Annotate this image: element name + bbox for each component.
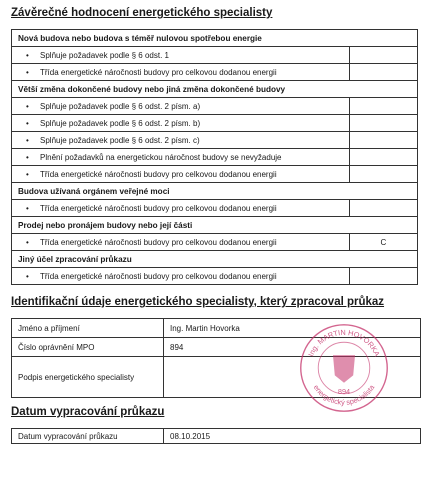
criterion-row (12, 98, 418, 115)
bullet: • (26, 169, 29, 179)
stamp-text-top: Ing. MARTIN HOVORKA (306, 327, 382, 358)
criterion-cell (12, 115, 350, 132)
specialist-stamp (298, 322, 390, 414)
criterion-row (12, 47, 418, 64)
criterion-cell (12, 47, 350, 64)
criterion-cell (12, 268, 350, 285)
criterion-cell (12, 234, 350, 251)
section-title: Větší změna dokončené budovy nebo jiná změna dokončené budovy (12, 81, 418, 98)
criterion-label: Splňuje požadavek podle § 6 odst. 1 (40, 50, 169, 60)
section-title: Jiný účel zpracování průkazu (12, 251, 418, 268)
section-row (12, 183, 418, 200)
section-title: Nová budova nebo budova s téměř nulovou spotřebou energie (12, 30, 418, 47)
criterion-value (349, 47, 417, 64)
section-title: Prodej nebo pronájem budovy nebo její části (12, 217, 418, 234)
bullet: • (26, 67, 29, 77)
criterion-cell (12, 149, 350, 166)
section-row (12, 217, 418, 234)
criterion-row (12, 200, 418, 217)
criterion-label: Třída energetické náročnosti budovy pro celkovou dodanou energii (40, 203, 277, 213)
criterion-label: Splňuje požadavek podle § 6 odst. 2 písm. c) (40, 135, 200, 145)
criterion-value (349, 166, 417, 183)
criterion-cell (12, 200, 350, 217)
criterion-label: Třída energetické náročnosti budovy pro celkovou dodanou energii (40, 67, 277, 77)
bullet: • (26, 237, 29, 247)
criterion-value: C (349, 234, 417, 251)
bullet: • (26, 271, 29, 281)
name-label: Jméno a příjmení (12, 319, 164, 338)
stamp-text-bottom: energetický specialista (311, 383, 377, 407)
criterion-label: Splňuje požadavek podle § 6 odst. 2 písm. b) (40, 118, 201, 128)
criterion-value (349, 64, 417, 81)
stamp-number: 894 (337, 386, 351, 396)
criterion-value (349, 98, 417, 115)
criterion-row (12, 166, 418, 183)
criterion-value (349, 115, 417, 132)
stamp-emblem (333, 355, 355, 383)
bullet: • (26, 50, 29, 60)
date-heading: Datum vypracování průkazu (11, 406, 165, 418)
criterion-value (349, 268, 417, 285)
criterion-label: Třída energetické náročnosti budovy pro celkovou dodanou energii (40, 237, 277, 247)
bullet: • (26, 118, 29, 128)
bullet: • (26, 135, 29, 145)
date-label: Datum vypracování průkazu (12, 429, 164, 444)
date-table (11, 428, 421, 444)
criterion-cell (12, 98, 350, 115)
evaluation-table (11, 29, 418, 285)
section-title: Budova užívaná orgánem veřejné moci (12, 183, 418, 200)
main-heading: Závěrečné hodnocení energetického specialisty (11, 7, 273, 19)
criterion-value (349, 149, 417, 166)
section-row (12, 30, 418, 47)
bullet: • (26, 101, 29, 111)
criterion-label: Splňuje požadavek podle § 6 odst. 2 písm. a) (40, 101, 201, 111)
criterion-row (12, 64, 418, 81)
section-row (12, 251, 418, 268)
criterion-row (12, 115, 418, 132)
name-value: Ing. Martin Hovorka (164, 319, 421, 338)
criterion-label: Třída energetické náročnosti budovy pro celkovou dodanou energii (40, 169, 277, 179)
signature-label: Podpis energetického specialisty (12, 357, 164, 398)
criterion-row (12, 149, 418, 166)
date-value: 08.10.2015 (164, 429, 421, 444)
bullet: • (26, 152, 29, 162)
criterion-value (349, 132, 417, 149)
criterion-label: Třída energetické náročnosti budovy pro celkovou dodanou energii (40, 271, 277, 281)
mpo-value: 894 (164, 338, 421, 357)
criterion-row (12, 132, 418, 149)
criterion-cell (12, 64, 350, 81)
identification-heading: Identifikační údaje energetického specialisty, který zpracoval průkaz (11, 296, 385, 308)
criterion-row (12, 234, 418, 251)
section-row (12, 81, 418, 98)
mpo-label: Číslo oprávnění MPO (12, 338, 164, 357)
criterion-cell (12, 132, 350, 149)
criterion-value (349, 200, 417, 217)
bullet: • (26, 203, 29, 213)
criterion-row (12, 268, 418, 285)
criterion-label: Plnění požadavků na energetickou náročnost budovy se nevyžaduje (40, 152, 282, 162)
criterion-cell (12, 166, 350, 183)
